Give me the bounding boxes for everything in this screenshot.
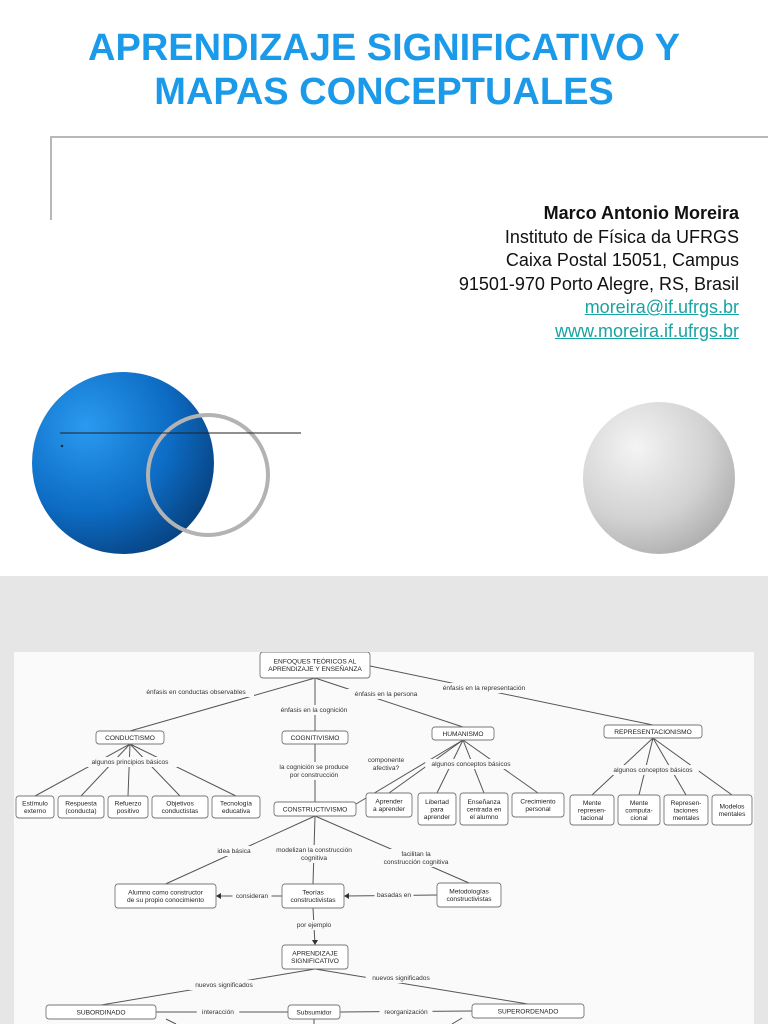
concept-node-mente-rep xyxy=(570,795,614,825)
link-label-conceptos-rep-text: algunos conceptos básicos xyxy=(613,767,693,774)
concept-node-ensenanza xyxy=(460,793,508,825)
concept-map xyxy=(14,652,754,1024)
concept-node-label: CONSTRUCTIVISMO xyxy=(282,806,348,814)
link-label-componente-text: afectiva? xyxy=(372,765,400,772)
concept-node-alumno xyxy=(115,884,216,908)
concept-node-label: Modelos xyxy=(719,803,745,811)
concept-node-respuesta xyxy=(58,796,104,818)
author-institute: Instituto de Física da UFRGS xyxy=(504,226,739,247)
link-label-nuevos-der-text: nuevos significados xyxy=(372,975,430,982)
link-label-consideran-text: consideran xyxy=(235,893,269,900)
ring-circle xyxy=(148,415,268,535)
connector-line xyxy=(35,744,130,796)
author-postal: Caixa Postal 15051, Campus xyxy=(505,250,739,270)
link-label-reorganizacion xyxy=(380,1007,433,1017)
concept-node-superordenado xyxy=(472,1004,584,1018)
link-label-idea-basica xyxy=(213,846,256,856)
concept-node-modelos xyxy=(712,795,752,825)
link-label-nuevos-izq xyxy=(189,980,260,990)
link-label-modelizan-text: modelizan la construcción xyxy=(276,847,352,854)
link-label-modelizan-text: cognitiva xyxy=(300,855,328,862)
concept-node-label: Refuerzo xyxy=(114,800,142,808)
concept-node-label: para xyxy=(430,806,444,814)
arrow-head xyxy=(216,893,221,899)
concept-node-metodologias xyxy=(437,883,501,907)
concept-node-label: REPRESENTACIONISMO xyxy=(614,728,692,736)
dot xyxy=(61,445,63,447)
concept-node-label: Mente xyxy=(582,799,602,807)
concept-map-canvas xyxy=(14,652,754,1024)
decorative-rule-top xyxy=(50,136,768,138)
concept-node-constructivismo xyxy=(274,802,356,816)
concept-node-label: cional xyxy=(630,815,648,822)
author-city: 91501-970 Porto Alegre, RS, Brasil xyxy=(458,273,739,294)
concept-node-label: Tecnología xyxy=(220,800,252,808)
concept-node-aprendizaje xyxy=(282,945,348,969)
title-line-1: APRENDIZAJE SIGNIFICATIVO Y xyxy=(88,27,680,69)
concept-node-label: Represen- xyxy=(670,799,702,807)
concept-node-label: educativa xyxy=(221,808,251,816)
concept-node-cognitivismo xyxy=(282,731,348,744)
link-label-cognicion-produce-text: por construcción xyxy=(289,772,339,779)
concept-node-label: Subsumidor xyxy=(296,1009,332,1017)
link-label-nuevos-der xyxy=(366,973,437,983)
connector-line xyxy=(128,744,130,796)
concept-node-teorias xyxy=(282,884,344,908)
arrow-head xyxy=(344,893,349,899)
link-label-interaccion xyxy=(197,1007,240,1017)
concept-node-representacionismo xyxy=(604,725,702,738)
concept-node-label: COGNITIVISMO xyxy=(290,734,340,742)
gray-sphere xyxy=(583,402,735,554)
link-label-conceptos-hum-text: algunos conceptos básicos xyxy=(431,761,511,768)
concept-node-label: conductistas xyxy=(161,808,199,816)
link-label-principios-text: algunos principios básicos xyxy=(91,759,169,766)
concept-node-label: positivo xyxy=(116,808,140,816)
concept-node-label: a aprender xyxy=(373,806,405,814)
concept-node-estimulo xyxy=(16,796,54,818)
concept-node-label: taciones xyxy=(673,807,699,815)
link-label-enfasis-conductas xyxy=(138,687,254,697)
concept-node-label: Estímulo xyxy=(22,800,48,808)
concept-node-label: CONDUCTISMO xyxy=(105,734,155,742)
link-label-facilitan-text: facilitan la xyxy=(401,851,431,858)
concept-node-mente-comp xyxy=(618,795,660,825)
connector-line xyxy=(452,1018,462,1024)
concept-node-label: Teorías xyxy=(302,889,324,897)
connector-line xyxy=(130,744,236,796)
concept-node-subordinado xyxy=(46,1005,156,1019)
link-label-conceptos-hum xyxy=(425,759,517,769)
concept-node-humanismo xyxy=(432,727,494,740)
link-label-componente-text: componente xyxy=(367,757,405,764)
concept-node-label: constructivistas xyxy=(446,896,492,904)
concept-node-tecnologia xyxy=(212,796,260,818)
link-label-consideran xyxy=(233,891,272,901)
concept-node-subsumidor xyxy=(288,1005,340,1019)
link-label-idea-basica-text: idea básica xyxy=(217,848,251,855)
concept-node-label: Alumno como constructor xyxy=(128,889,203,897)
author-name: Marco Antonio Moreira xyxy=(543,203,739,223)
link-label-nuevos-izq-text: nuevos significados xyxy=(195,982,253,989)
concept-node-label: HUMANISMO xyxy=(442,730,484,738)
link-label-por-ejemplo-text: por ejemplo xyxy=(296,922,332,929)
link-label-interaccion-text: interacción xyxy=(202,1009,234,1016)
concept-node-label: centrada en xyxy=(466,806,502,814)
title-line-2: MAPAS CONCEPTUALES xyxy=(154,71,614,113)
connector-line xyxy=(81,744,130,796)
concept-node-label: Respuesta xyxy=(65,800,97,808)
concept-node-label: Crecimiento xyxy=(520,798,556,806)
concept-node-label: SUBORDINADO xyxy=(76,1009,126,1017)
concept-node-libertad xyxy=(418,793,456,825)
concept-map-slide xyxy=(0,576,768,1024)
concept-node-label: el alumno xyxy=(469,814,499,821)
link-label-principios xyxy=(83,757,178,767)
concept-node-objetivos xyxy=(152,796,208,818)
concept-node-label: SIGNIFICATIVO xyxy=(291,958,339,966)
link-label-facilitan xyxy=(376,849,457,867)
concept-node-root xyxy=(260,652,370,678)
concept-node-label: tacional xyxy=(580,815,604,822)
link-label-facilitan-text: construcción cognitiva xyxy=(383,859,449,866)
concept-node-label: personal xyxy=(525,806,551,814)
link-label-componente xyxy=(367,755,406,773)
concept-node-label: Enseñanza xyxy=(467,798,501,806)
connector-line xyxy=(166,1019,176,1024)
link-label-enfasis-representacion-text: énfasis en la representación xyxy=(442,685,526,692)
concept-node-label: Libertad xyxy=(425,798,449,806)
concept-node-label: Objetivos xyxy=(166,800,194,808)
link-label-enfasis-cognicion xyxy=(272,705,357,715)
concept-node-label: computa- xyxy=(625,807,653,815)
link-label-enfasis-cognicion-text: énfasis en la cognición xyxy=(280,707,348,714)
concept-node-label: Metodologías xyxy=(449,888,489,896)
link-label-reorganizacion-text: reorganización xyxy=(384,1009,428,1016)
link-label-enfasis-persona xyxy=(347,689,425,699)
author-block xyxy=(459,202,739,343)
concept-node-conductismo xyxy=(96,731,164,744)
concept-node-crecimiento xyxy=(512,793,564,817)
concept-node-label: de su propio conocimiento xyxy=(127,897,204,905)
link-label-por-ejemplo xyxy=(293,920,336,930)
connector-line xyxy=(130,678,315,731)
link-label-basadas-text: basadas en xyxy=(376,892,412,899)
concept-node-label: APRENDIZAJE xyxy=(292,950,338,958)
slide-title xyxy=(0,26,768,114)
decorative-rule-left xyxy=(50,136,52,220)
concept-node-label: aprender xyxy=(423,814,451,821)
link-label-enfasis-conductas-text: énfasis en conductas observables xyxy=(146,689,246,696)
concept-node-label: SUPERORDENADO xyxy=(497,1008,559,1016)
concept-node-refuerzo xyxy=(108,796,148,818)
concept-node-label: represen- xyxy=(577,807,607,815)
concept-node-representaciones xyxy=(664,795,708,825)
connector-line xyxy=(130,744,180,796)
concept-node-label: constructivistas xyxy=(290,897,336,905)
concept-node-label: mentales xyxy=(672,815,700,822)
link-label-basadas xyxy=(375,890,414,900)
link-label-cognicion-produce-text: la cognición se produce xyxy=(279,764,349,771)
concept-node-label: Mente xyxy=(629,799,649,807)
concept-node-label: Aprender xyxy=(375,798,403,806)
concept-node-label: externo xyxy=(24,808,46,816)
link-label-enfasis-representacion xyxy=(433,683,535,693)
concept-node-label: ENFOQUES TEÓRICOS AL xyxy=(273,658,357,666)
link-label-conceptos-rep xyxy=(607,765,699,775)
concept-node-label: mentales xyxy=(718,811,746,819)
author-website-link[interactable]: www.moreira.if.ufrgs.br xyxy=(554,320,739,341)
concept-node-label: APRENDIZAJE Y ENSEÑANZA xyxy=(268,666,362,674)
arrow-head xyxy=(312,940,318,945)
link-label-enfasis-persona-text: énfasis en la persona xyxy=(354,691,418,698)
author-email-link[interactable]: moreira@if.ufrgs.br xyxy=(584,297,739,317)
blue-sphere xyxy=(32,372,214,554)
concept-node-aprender xyxy=(366,793,412,817)
link-label-modelizan xyxy=(268,845,360,863)
concept-node-label: (conducta) xyxy=(65,808,97,816)
link-label-cognicion-produce xyxy=(272,762,357,780)
